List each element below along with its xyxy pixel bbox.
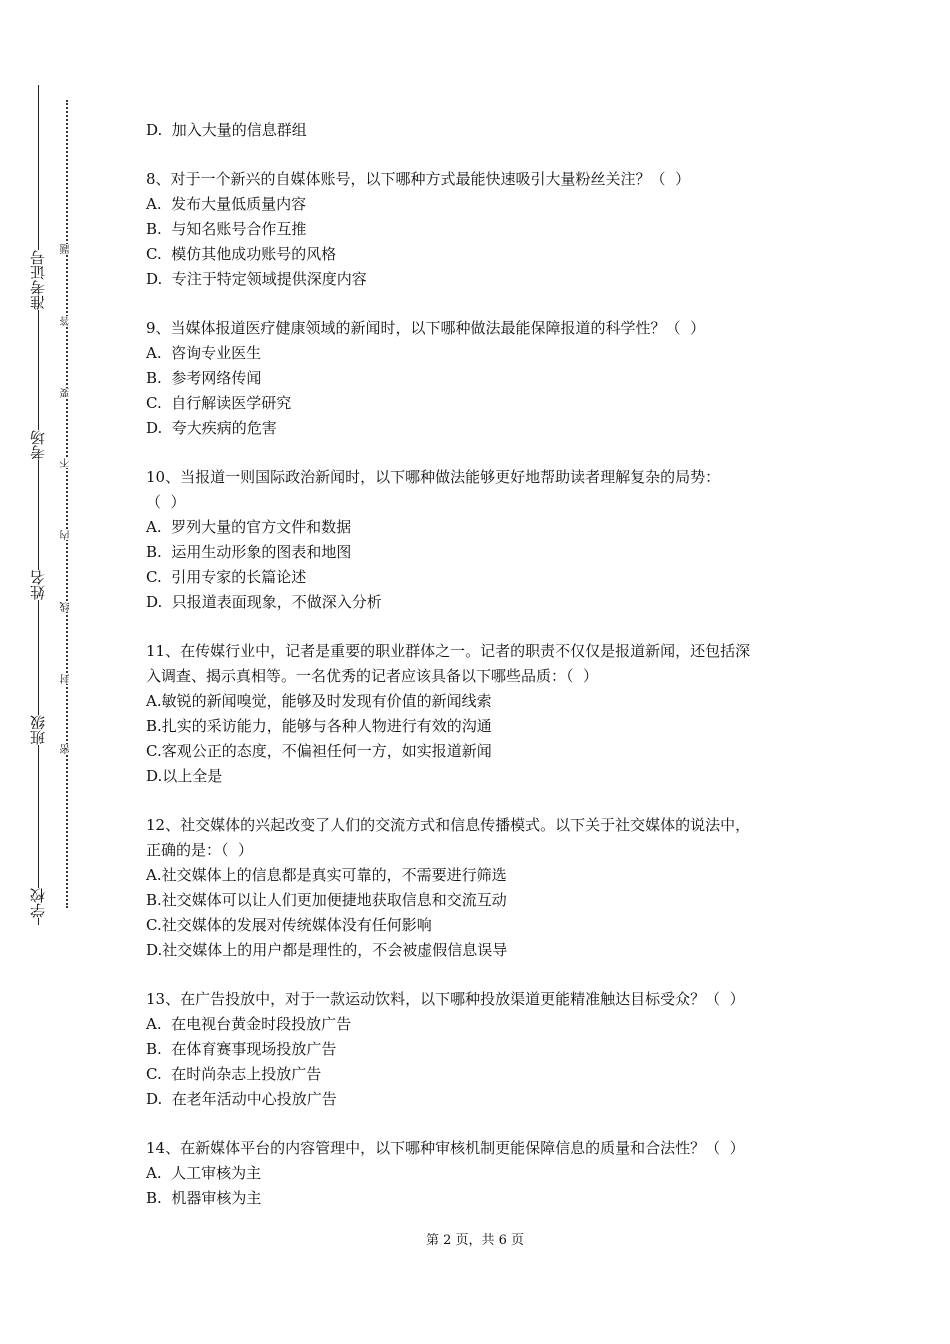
question-8 [146, 167, 818, 292]
question-14 [146, 1136, 818, 1211]
seal-char: 答 [59, 316, 75, 326]
question-stem-continued: 正确的是：（ ） [146, 841, 254, 859]
page-footer: 第 2 页，共 6 页 [425, 1233, 525, 1248]
option: C.客观公正的态度，不偏袒任何一方，如实报道新闻 [146, 742, 492, 760]
option: C. 在时尚杂志上投放广告 [146, 1065, 322, 1083]
option: A. 罗列大量的官方文件和数据 [146, 518, 352, 536]
option: B. 参考网络传闻 [146, 369, 262, 387]
binding-margin [0, 0, 110, 1344]
question-10 [146, 465, 818, 615]
option: B.社交媒体可以让人们更加便捷地获取信息和交流互动 [146, 891, 507, 909]
option: C.社交媒体的发展对传统媒体没有任何影响 [146, 916, 432, 934]
school-label: 学校 [25, 888, 51, 918]
question-9 [146, 316, 818, 441]
student-name-label: 姓名 [25, 570, 51, 600]
question-stem: 13、在广告投放中，对于一款运动饮料，以下哪种投放渠道更能精准触达目标受众？（ ） [146, 990, 745, 1008]
exam-room-label: 考场 [25, 430, 51, 460]
option: D. 在老年活动中心投放广告 [146, 1090, 337, 1108]
option: B. 与知名账号合作互推 [146, 220, 307, 238]
question-stem: 9、当媒体报道医疗健康领域的新闻时，以下哪种做法最能保障报道的科学性？（ ） [146, 319, 706, 337]
question-13 [146, 987, 818, 1112]
option: A. 人工审核为主 [146, 1164, 262, 1182]
option: B. 机器审核为主 [146, 1189, 262, 1207]
seal-char: 不 [59, 458, 75, 468]
question-stem: 8、对于一个新兴的自媒体账号，以下哪种方式最能快速吸引大量粉丝关注？（ ） [146, 170, 691, 188]
option: D. 只报道表面现象，不做深入分析 [146, 593, 382, 611]
seal-char: 要 [59, 388, 75, 398]
option: B.扎实的采访能力，能够与各种人物进行有效的沟通 [146, 717, 492, 735]
binding-solid-line [38, 85, 39, 925]
question-list [146, 118, 818, 1235]
seal-char: 题 [59, 244, 75, 254]
option: A. 发布大量低质量内容 [146, 195, 307, 213]
seal-char: 密 [59, 744, 75, 754]
continued-question [146, 118, 818, 143]
option: A. 咨询专业医生 [146, 344, 262, 362]
seal-dotted-line [66, 100, 68, 908]
question-stem: 10、当报道一则国际政治新闻时，以下哪种做法能够更好地帮助读者理解复杂的局势： [146, 468, 721, 486]
seal-char: 内 [59, 530, 75, 540]
option: A.社交媒体上的信息都是真实可靠的，不需要进行筛选 [146, 866, 507, 884]
option: A.敏锐的新闻嗅觉，能够及时发现有价值的新闻线索 [146, 692, 492, 710]
question-stem: 12、社交媒体的兴起改变了人们的交流方式和信息传播模式。以下关于社交媒体的说法中， [146, 816, 751, 834]
option: D. 加入大量的信息群组 [146, 121, 307, 139]
option: D.以上全是 [146, 767, 223, 785]
option: C. 模仿其他成功账号的风格 [146, 245, 337, 263]
option: C. 引用专家的长篇论述 [146, 568, 307, 586]
seal-char: 封 [59, 674, 75, 684]
question-stem: 11、在传媒行业中，记者是重要的职业群体之一。记者的职责不仅仅是报道新闻，还包括深 [146, 642, 751, 660]
option: D. 夸大疾病的危害 [146, 419, 277, 437]
option: D. 专注于特定领域提供深度内容 [146, 270, 367, 288]
question-stem-continued: （ ） [146, 493, 186, 511]
option: C. 自行解读医学研究 [146, 394, 292, 412]
class-label: 班级 [25, 715, 51, 745]
option: D.社交媒体上的用户都是理性的，不会被虚假信息误导 [146, 941, 508, 959]
question-11 [146, 639, 818, 789]
admission-number-label: 准考证号 [25, 250, 51, 310]
question-stem-continued: 入调查、揭示真相等。一名优秀的记者应该具备以下哪些品质：（ ） [146, 667, 599, 685]
seal-char: 线 [59, 602, 75, 612]
option: B. 在体育赛事现场投放广告 [146, 1040, 337, 1058]
question-12 [146, 813, 818, 963]
option: B. 运用生动形象的图表和地图 [146, 543, 352, 561]
option: A. 在电视台黄金时段投放广告 [146, 1015, 352, 1033]
question-stem: 14、在新媒体平台的内容管理中，以下哪种审核机制更能保障信息的质量和合法性？（ ） [146, 1139, 745, 1157]
